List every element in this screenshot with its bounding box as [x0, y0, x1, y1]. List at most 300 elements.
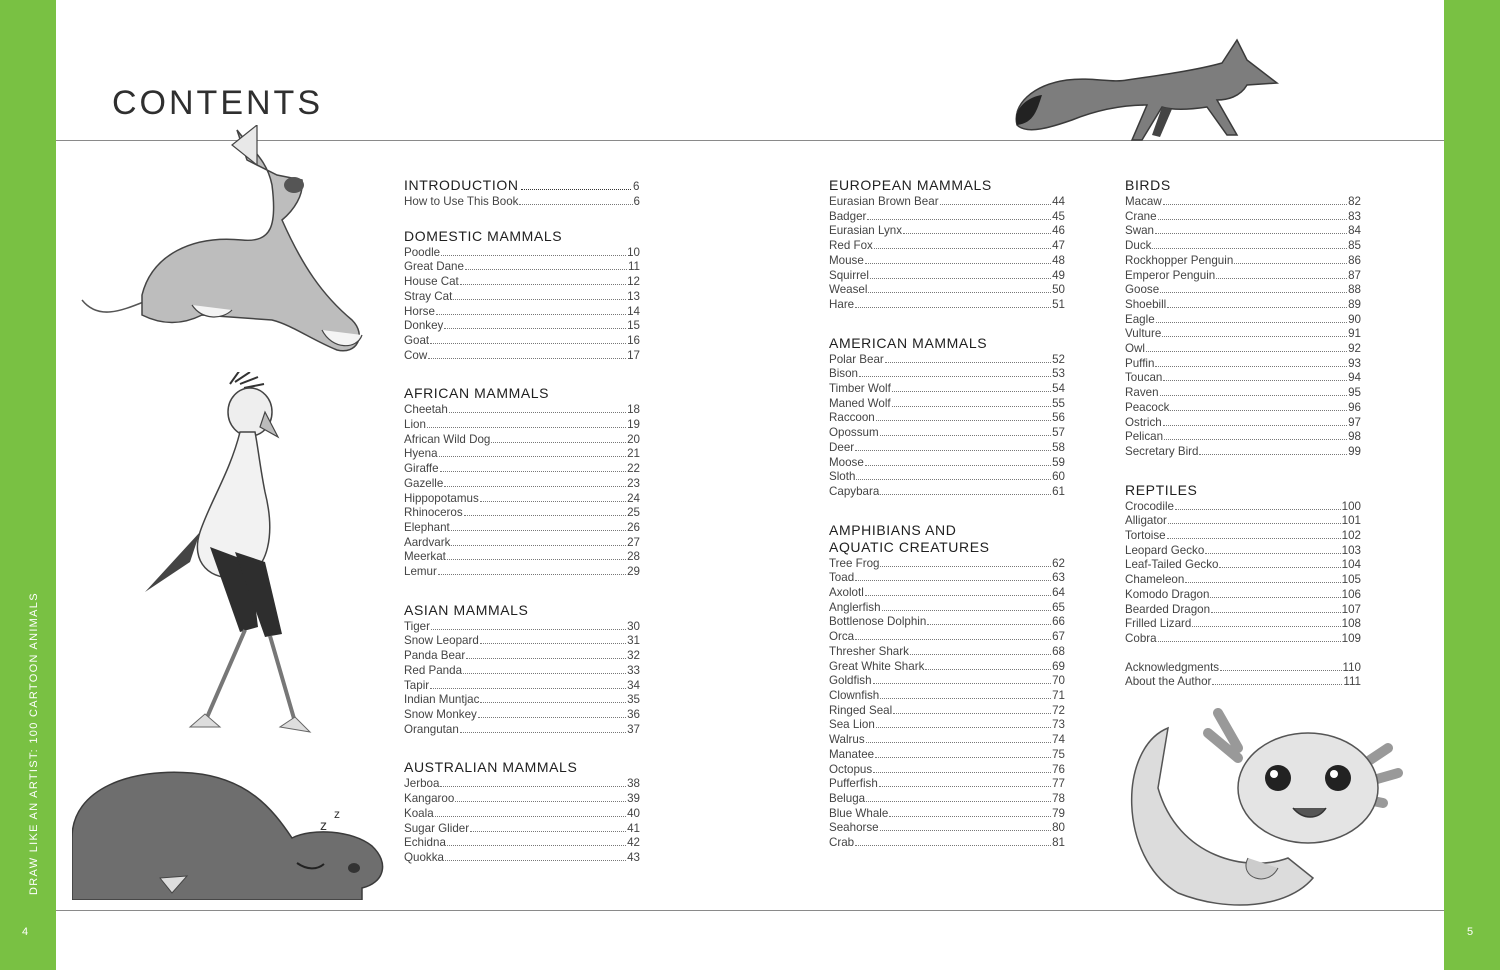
- dot-leader: [866, 801, 1051, 802]
- dot-leader: [870, 278, 1051, 279]
- entry-name: Chameleon: [1125, 573, 1185, 587]
- toc-entry[interactable]: [404, 634, 640, 649]
- toc-entry[interactable]: [1125, 313, 1361, 328]
- toc-entry[interactable]: [1125, 617, 1361, 632]
- entry-name: Red Fox: [829, 239, 873, 253]
- entry-name: Puffin: [1125, 356, 1155, 370]
- entry-name: Squirrel: [829, 268, 869, 282]
- toc-entry[interactable]: [404, 836, 640, 851]
- toc-entry[interactable]: [1125, 514, 1361, 529]
- dot-leader: [1168, 523, 1341, 524]
- toc-entry[interactable]: [1125, 327, 1361, 342]
- toc-entry[interactable]: [404, 777, 640, 792]
- dot-leader: [880, 494, 1051, 495]
- toc-entry[interactable]: [829, 718, 1065, 733]
- entry-name: Panda Bear: [404, 649, 466, 663]
- dot-leader: [874, 248, 1051, 249]
- entry-name: Orangutan: [404, 722, 459, 736]
- entry-page: 93: [1348, 356, 1361, 370]
- axolotl-illustration: [1118, 708, 1408, 908]
- toc-entry[interactable]: [404, 275, 640, 290]
- entry-page: 82: [1348, 195, 1361, 208]
- toc-section: [404, 385, 640, 579]
- toc-entry[interactable]: [1125, 588, 1361, 603]
- toc-entry[interactable]: [829, 674, 1065, 689]
- toc-entry[interactable]: [1125, 210, 1361, 225]
- toc-introduction: [404, 177, 640, 210]
- toc-entry[interactable]: [829, 224, 1065, 239]
- entry-page: 86: [1348, 253, 1361, 267]
- toc-entry[interactable]: [404, 506, 640, 521]
- entry-page: 101: [1341, 514, 1361, 528]
- entry-page: 102: [1341, 529, 1361, 543]
- footer-rule: [56, 910, 1444, 911]
- toc-entry[interactable]: [1125, 430, 1361, 445]
- dot-leader: [1158, 219, 1348, 220]
- dot-leader: [1162, 336, 1347, 337]
- section-title: AFRICAN MAMMALS: [404, 385, 550, 402]
- dot-leader: [859, 376, 1051, 377]
- entry-name: Toad: [829, 571, 855, 585]
- toc-entry[interactable]: [829, 777, 1065, 792]
- entry-page: 88: [1348, 283, 1361, 297]
- entry-name: Crane: [1125, 209, 1157, 223]
- dot-leader: [460, 284, 626, 285]
- entry-name: Frilled Lizard: [1125, 617, 1192, 631]
- entry-name: Ringed Seal: [829, 703, 893, 717]
- toc-entry[interactable]: [829, 382, 1065, 397]
- dot-leader: [1220, 670, 1341, 671]
- toc-entry[interactable]: [1125, 298, 1361, 313]
- entry-name: Donkey: [404, 319, 444, 333]
- entry-name: Rockhopper Penguin: [1125, 253, 1234, 267]
- toc-entry[interactable]: [829, 441, 1065, 456]
- entry-name: Tiger: [404, 619, 430, 633]
- book-title-vertical: DRAW LIKE AN ARTIST: 100 CARTOON ANIMALS: [28, 592, 40, 895]
- toc-entry[interactable]: [404, 403, 640, 418]
- dot-leader: [1167, 307, 1347, 308]
- dot-leader: [882, 610, 1052, 611]
- entry-page: 103: [1341, 543, 1361, 557]
- entry-page: 21: [627, 447, 640, 461]
- toc-entry[interactable]: [1125, 416, 1361, 431]
- entry-name: Sugar Glider: [404, 821, 470, 835]
- entry-page: 40: [627, 806, 640, 820]
- entry-name: Acknowledgments: [1125, 660, 1220, 674]
- dot-leader: [1210, 597, 1340, 598]
- entry-page: 64: [1052, 586, 1065, 600]
- entry-name: Bison: [829, 367, 859, 381]
- toc-entry[interactable]: [829, 630, 1065, 645]
- entry-page: 66: [1052, 615, 1065, 629]
- toc-entry[interactable]: [829, 615, 1065, 630]
- dot-leader: [465, 269, 627, 270]
- dot-leader: [875, 757, 1051, 758]
- entry-name: Cobra: [1125, 631, 1157, 645]
- toc-entry[interactable]: [404, 418, 640, 433]
- toc-entry[interactable]: [404, 792, 640, 807]
- dot-leader: [855, 307, 1051, 308]
- section-title: AMERICAN MAMMALS: [829, 334, 988, 351]
- toc-column-3: [1125, 177, 1361, 712]
- svg-text:z: z: [320, 817, 327, 833]
- toc-entry[interactable]: [1125, 675, 1361, 690]
- entry-page: 70: [1052, 674, 1065, 688]
- entry-page: 109: [1341, 631, 1361, 645]
- entry-name: Bottlenose Dolphin: [829, 615, 927, 629]
- toc-entry[interactable]: [829, 353, 1065, 368]
- entry-page: 35: [627, 693, 640, 707]
- toc-section: [829, 177, 1065, 313]
- toc-entry[interactable]: [829, 704, 1065, 719]
- toc-entry[interactable]: [829, 645, 1065, 660]
- entry-page: 24: [627, 491, 640, 505]
- toc-entry[interactable]: [1125, 342, 1361, 357]
- entry-name: Goldfish: [829, 674, 872, 688]
- toc-entry[interactable]: [1125, 239, 1361, 254]
- dot-leader: [464, 515, 626, 516]
- entry-name: Deer: [829, 440, 855, 454]
- toc-entry[interactable]: [404, 477, 640, 492]
- toc-entry[interactable]: [829, 397, 1065, 412]
- toc-entry[interactable]: [1125, 661, 1361, 676]
- toc-section: [1125, 661, 1361, 690]
- dot-leader: [865, 465, 1051, 466]
- toc-entry[interactable]: [829, 298, 1065, 313]
- toc-entry[interactable]: [829, 689, 1065, 704]
- entry-page: 96: [1348, 400, 1361, 414]
- toc-entry[interactable]: [404, 433, 640, 448]
- entry-page: 100: [1341, 499, 1361, 513]
- dot-leader: [440, 786, 626, 787]
- toc-entry[interactable]: [1125, 632, 1361, 647]
- dot-leader: [880, 698, 1051, 699]
- entry-page: 26: [627, 520, 640, 534]
- dot-leader: [855, 580, 1051, 581]
- entry-name: Great Dane: [404, 260, 464, 274]
- hippo-illustration: [72, 768, 387, 900]
- entry-name: Thresher Shark: [829, 644, 909, 658]
- toc-entry[interactable]: [404, 492, 640, 507]
- entry-page: 76: [1052, 762, 1065, 776]
- toc-entry[interactable]: [404, 649, 640, 664]
- entry-page: 92: [1348, 342, 1361, 356]
- entry-page: 54: [1052, 382, 1065, 396]
- entry-name: Lion: [404, 418, 426, 432]
- entry-name: Clownfish: [829, 688, 880, 702]
- section-title: ASIAN MAMMALS: [404, 601, 529, 618]
- entry-page: 61: [1052, 484, 1065, 498]
- dot-leader: [435, 816, 626, 817]
- entry-name: Toucan: [1125, 371, 1163, 385]
- toc-entry[interactable]: [829, 763, 1065, 778]
- dot-leader: [427, 427, 626, 428]
- dot-leader: [1167, 538, 1341, 539]
- dot-leader: [444, 328, 626, 329]
- entry-page: 75: [1052, 747, 1065, 761]
- toc-entry[interactable]: [1125, 386, 1361, 401]
- toc-entry[interactable]: [404, 462, 640, 477]
- toc-entry[interactable]: [404, 305, 640, 320]
- entry-name: Duck: [1125, 239, 1152, 253]
- toc-entry[interactable]: [829, 836, 1065, 851]
- dot-leader: [856, 479, 1051, 480]
- entry-page: 98: [1348, 430, 1361, 444]
- toc-intro-heading[interactable]: [404, 177, 640, 195]
- entry-name: Eagle: [1125, 312, 1155, 326]
- entry-page: 49: [1052, 268, 1065, 282]
- toc-entry[interactable]: [1125, 195, 1361, 210]
- toc-entry[interactable]: [1125, 371, 1361, 386]
- fox-illustration: [1012, 35, 1282, 145]
- entry-name: Crocodile: [1125, 499, 1174, 513]
- toc-entry[interactable]: [404, 565, 640, 580]
- entry-page: 44: [1052, 195, 1065, 208]
- right-green-border: [1444, 0, 1500, 970]
- toc-entry[interactable]: [1125, 445, 1361, 460]
- entry-page: 12: [627, 275, 640, 289]
- dot-leader: [460, 732, 626, 733]
- toc-entry[interactable]: [829, 470, 1065, 485]
- entry-name: Secretary Bird: [1125, 444, 1199, 458]
- entry-name: Anglerfish: [829, 600, 881, 614]
- dot-leader: [866, 742, 1051, 743]
- dot-leader: [879, 786, 1051, 787]
- toc-entry[interactable]: [404, 679, 640, 694]
- entry-page: 20: [627, 432, 640, 446]
- section-title: REPTILES: [1125, 481, 1198, 498]
- toc-entry[interactable]: [1125, 529, 1361, 544]
- toc-entry[interactable]: [1125, 254, 1361, 269]
- entry-name: Hare: [829, 297, 855, 311]
- toc-entry[interactable]: [829, 485, 1065, 500]
- page-number-right: 5: [1467, 926, 1474, 938]
- section-title: AMPHIBIANS AND AQUATIC CREATURES: [829, 521, 990, 555]
- dot-leader: [1175, 509, 1341, 510]
- toc-entry[interactable]: [1125, 603, 1361, 618]
- dot-leader: [876, 727, 1051, 728]
- toc-entry[interactable]: [404, 851, 640, 866]
- toc-entry[interactable]: [829, 411, 1065, 426]
- entry-page: 69: [1052, 659, 1065, 673]
- dot-leader: [910, 654, 1051, 655]
- entry-page: 19: [627, 418, 640, 432]
- entry-page: 30: [627, 619, 640, 633]
- dot-leader: [1212, 684, 1342, 685]
- entry-page: 78: [1052, 791, 1065, 805]
- entry-page: 60: [1052, 470, 1065, 484]
- dot-leader: [1170, 410, 1347, 411]
- entry-name: Meerkat: [404, 550, 446, 564]
- toc-entry[interactable]: [829, 601, 1065, 616]
- dot-leader: [428, 358, 626, 359]
- toc-section: [829, 522, 1065, 851]
- entry-name: Maned Wolf: [829, 396, 891, 410]
- entry-page: 99: [1348, 444, 1361, 458]
- dot-leader: [893, 713, 1051, 714]
- dot-leader: [892, 391, 1051, 392]
- toc-entry[interactable]: [404, 447, 640, 462]
- toc-entry[interactable]: [404, 536, 640, 551]
- entry-page: 43: [627, 850, 640, 864]
- entry-page: 104: [1341, 558, 1361, 572]
- dot-leader: [865, 595, 1051, 596]
- section-title: DOMESTIC MAMMALS: [404, 227, 563, 244]
- toc-entry[interactable]: [829, 807, 1065, 822]
- toc-section: [404, 759, 640, 865]
- entry-page: 83: [1348, 209, 1361, 223]
- toc-entry[interactable]: [1125, 224, 1361, 239]
- entry-name: Raven: [1125, 386, 1159, 400]
- entry-page: 51: [1052, 297, 1065, 311]
- toc-entry[interactable]: [829, 254, 1065, 269]
- entry-name: African Wild Dog: [404, 432, 491, 446]
- toc-entry[interactable]: [404, 807, 640, 822]
- toc-entry[interactable]: [829, 210, 1065, 225]
- toc-column-2: [829, 177, 1065, 873]
- entry-name: Snow Leopard: [404, 634, 479, 648]
- toc-entry[interactable]: [829, 195, 1065, 210]
- entry-name: Emperor Penguin: [1125, 268, 1216, 282]
- entry-name: Seahorse: [829, 821, 879, 835]
- toc-entry[interactable]: [829, 283, 1065, 298]
- toc-entry[interactable]: [829, 269, 1065, 284]
- toc-entry[interactable]: [404, 693, 640, 708]
- toc-entry[interactable]: [829, 456, 1065, 471]
- entry-page: 80: [1052, 821, 1065, 835]
- entry-name: Stray Cat: [404, 289, 453, 303]
- toc-entry[interactable]: [404, 708, 640, 723]
- dot-leader: [855, 639, 1051, 640]
- toc-entry[interactable]: [1125, 357, 1361, 372]
- dot-leader: [478, 717, 626, 718]
- dot-leader: [1146, 351, 1347, 352]
- entry-name: Hyena: [404, 447, 438, 461]
- toc-entry[interactable]: [404, 195, 640, 210]
- entry-page: 31: [627, 634, 640, 648]
- toc-entry[interactable]: [1125, 573, 1361, 588]
- entry-name: Tortoise: [1125, 529, 1166, 543]
- entry-name: Raccoon: [829, 411, 875, 425]
- dot-leader: [453, 299, 626, 300]
- toc-section: [1125, 177, 1361, 460]
- toc-entry[interactable]: [829, 586, 1065, 601]
- toc-entry[interactable]: [404, 521, 640, 536]
- toc-section: [1125, 482, 1361, 647]
- dot-leader: [440, 471, 627, 472]
- toc-entry[interactable]: [829, 660, 1065, 675]
- intro-title: INTRODUCTION: [404, 177, 519, 193]
- entry-page: 39: [627, 792, 640, 806]
- dot-leader: [1234, 263, 1347, 264]
- entry-page: 91: [1348, 327, 1361, 341]
- toc-entry[interactable]: [829, 792, 1065, 807]
- page-number-left: 4: [22, 926, 29, 938]
- toc-entry[interactable]: [829, 748, 1065, 763]
- toc-entry[interactable]: [829, 571, 1065, 586]
- entry-page: 10: [627, 245, 640, 259]
- entry-page: 11: [627, 260, 640, 274]
- dot-leader: [1185, 582, 1340, 583]
- toc-entry[interactable]: [404, 334, 640, 349]
- dot-leader: [480, 643, 626, 644]
- entry-page: 72: [1052, 703, 1065, 717]
- dot-leader: [447, 559, 626, 560]
- toc-entry[interactable]: [829, 426, 1065, 441]
- entry-page: 59: [1052, 455, 1065, 469]
- dot-leader: [463, 673, 626, 674]
- toc-entry[interactable]: [404, 260, 640, 275]
- entry-name: Hippopotamus: [404, 491, 479, 505]
- dot-leader: [1216, 278, 1347, 279]
- toc-entry[interactable]: [1125, 544, 1361, 559]
- dot-leader: [441, 255, 626, 256]
- toc-entry[interactable]: [829, 733, 1065, 748]
- entry-page: 50: [1052, 283, 1065, 297]
- entry-name: Orca: [829, 630, 855, 644]
- entry-page: 58: [1052, 440, 1065, 454]
- toc-entry[interactable]: [1125, 558, 1361, 573]
- dot-leader: [451, 530, 626, 531]
- toc-entry[interactable]: [404, 620, 640, 635]
- toc-entry[interactable]: [829, 821, 1065, 836]
- entry-page: 17: [627, 348, 640, 362]
- toc-entry[interactable]: [404, 550, 640, 565]
- dot-leader: [867, 219, 1051, 220]
- dot-leader: [1156, 322, 1347, 323]
- toc-entry[interactable]: [829, 239, 1065, 254]
- toc-entry[interactable]: [404, 723, 640, 738]
- toc-entry[interactable]: [404, 664, 640, 679]
- entry-page: 16: [627, 333, 640, 347]
- entry-name: Vulture: [1125, 327, 1162, 341]
- entry-page: 77: [1052, 777, 1065, 791]
- entry-name: Great White Shark: [829, 659, 925, 673]
- dot-leader: [880, 435, 1051, 436]
- toc-entry[interactable]: [829, 557, 1065, 572]
- entry-name: Peacock: [1125, 400, 1170, 414]
- entry-name: Tree Frog: [829, 556, 880, 570]
- entry-page: 63: [1052, 571, 1065, 585]
- entry-page: 65: [1052, 600, 1065, 614]
- toc-entry[interactable]: [404, 349, 640, 364]
- entry-name: Mouse: [829, 253, 864, 267]
- toc-entry[interactable]: [404, 822, 640, 837]
- entry-name: Sloth: [829, 470, 856, 484]
- entry-name: Goat: [404, 333, 430, 347]
- dot-leader: [889, 816, 1051, 817]
- section-title: EUROPEAN MAMMALS: [829, 177, 992, 193]
- dot-leader: [868, 292, 1051, 293]
- toc-entry[interactable]: [1125, 401, 1361, 416]
- toc-entry[interactable]: [404, 290, 640, 305]
- entry-page: 111: [1343, 675, 1361, 689]
- toc-entry[interactable]: [829, 367, 1065, 382]
- entry-name: Macaw: [1125, 195, 1162, 208]
- dot-leader: [449, 412, 626, 413]
- toc-entry[interactable]: [404, 319, 640, 334]
- entry-name: Polar Bear: [829, 352, 884, 366]
- toc-entry[interactable]: [1125, 269, 1361, 284]
- entry-page: 13: [627, 289, 640, 303]
- entry-page: 22: [627, 462, 640, 476]
- toc-entry[interactable]: [404, 246, 640, 261]
- entry-page: 106: [1341, 587, 1361, 601]
- toc-entry[interactable]: [1125, 500, 1361, 515]
- dot-leader: [1160, 395, 1348, 396]
- dot-leader: [1163, 425, 1347, 426]
- toc-entry[interactable]: [1125, 283, 1361, 298]
